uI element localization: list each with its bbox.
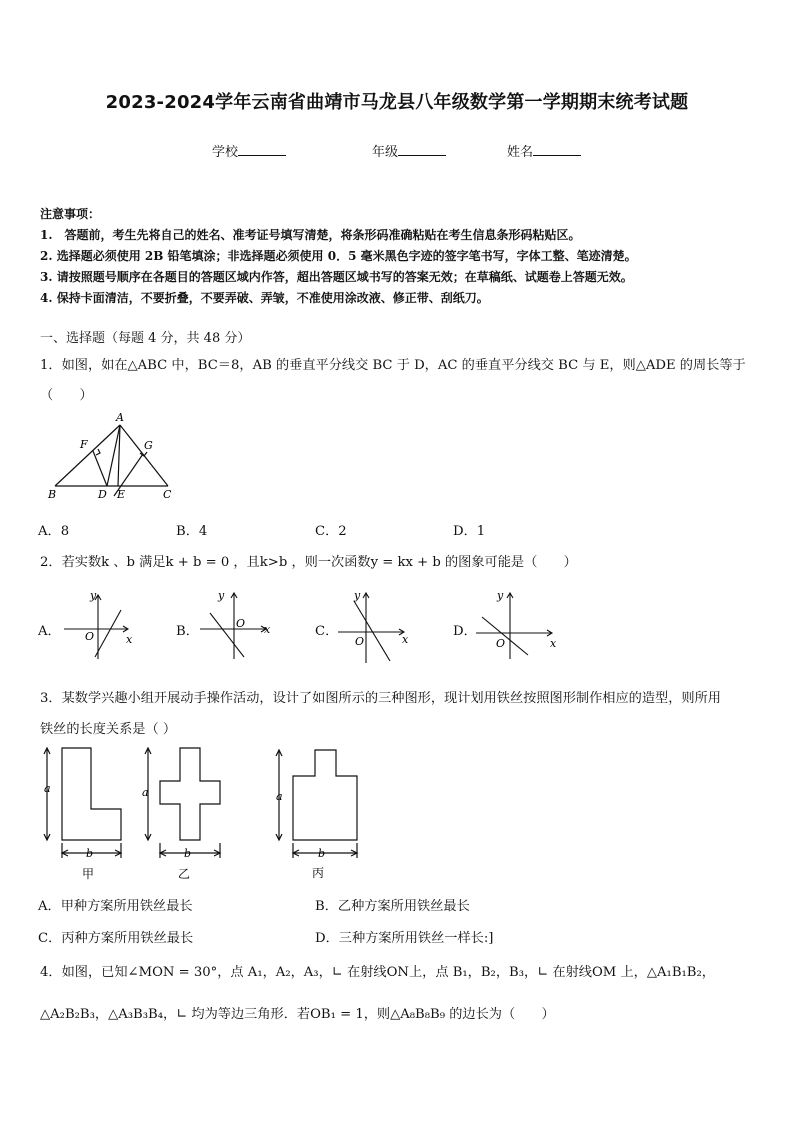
vertex-label-f: F xyxy=(80,438,88,451)
y-axis-label: y xyxy=(497,589,504,602)
origin-label: O xyxy=(236,617,246,630)
q3-option-d: D．三种方案所用铁丝一样长:] xyxy=(315,931,494,946)
q2-option-c: C． xyxy=(315,624,339,639)
dim-label-b: b xyxy=(86,847,94,860)
origin-label: O xyxy=(85,630,95,643)
notice-item: 3. 请按照题号顺序在各题目的答题区域内作答，超出答题区域书写的答案无效；在草稿纸、试题卷上答题无效。 xyxy=(40,270,633,284)
question-3-text-cont: 铁丝的长度关系是（ ） xyxy=(40,722,177,737)
shape-label-bing: 丙 xyxy=(312,866,325,880)
x-axis-label: x xyxy=(126,633,133,646)
origin-label: O xyxy=(496,637,506,650)
q1-option-b: B．4 xyxy=(176,524,208,539)
x-axis-label: x xyxy=(550,637,557,650)
grade-blank xyxy=(398,143,446,156)
vertex-label-e: E xyxy=(117,488,126,501)
y-axis-label: y xyxy=(90,589,97,602)
triangle-figure xyxy=(40,408,190,503)
vertex-label-a: A xyxy=(116,411,124,424)
name-label: 姓名 xyxy=(507,145,534,160)
school-label: 学校 xyxy=(212,145,239,160)
shape-label-jia: 甲 xyxy=(82,867,95,881)
x-axis-label: x xyxy=(264,623,271,636)
y-axis-label: y xyxy=(218,589,225,602)
grade-field xyxy=(372,141,446,160)
dim-label-a: a xyxy=(276,790,283,803)
q2-option-d: D． xyxy=(453,624,477,639)
vertex-label-c: C xyxy=(163,488,172,501)
notice-block xyxy=(40,204,637,309)
vertex-label-g: G xyxy=(144,439,153,452)
dim-label-a: a xyxy=(142,786,149,799)
q2-graph-a xyxy=(58,585,138,665)
wire-shapes-figure xyxy=(34,740,374,882)
q2-option-a: A． xyxy=(38,624,61,639)
notice-item: 2. 选择题必须使用 2B 铅笔填涂；非选择题必须使用 0．5 毫米黑色字迹的签字笔书写，字体工整、笔迹清楚。 xyxy=(40,249,637,263)
notice-item: 4. 保持卡面清洁，不要折叠，不要弄破、弄皱，不准使用涂改液、修正带、刮纸刀。 xyxy=(40,291,489,305)
dim-label-b: b xyxy=(184,847,192,860)
school-field xyxy=(212,141,286,160)
dim-label-b: b xyxy=(318,847,326,860)
q2-option-b: B． xyxy=(176,624,199,639)
notice-item: 1. 答题前，考生先将自己的姓名、准考证号填写清楚，将条形码准确粘贴在考生信息条形码粘贴区。 xyxy=(40,228,581,242)
question-3-text: 3．某数学兴趣小组开展动手操作活动，设计了如图所示的三种图形，现计划用铁丝按照图形制作相应的造型，则所用 xyxy=(40,691,721,706)
q1-option-d: D．1 xyxy=(453,524,486,539)
q1-option-c: C．2 xyxy=(315,524,347,539)
q1-option-a: A．8 xyxy=(38,524,70,539)
name-blank xyxy=(533,143,581,156)
name-field xyxy=(507,141,581,160)
shape-label-yi: 乙 xyxy=(178,867,191,881)
q3-option-b: B．乙种方案所用铁丝最长 xyxy=(315,899,470,914)
y-axis-label: y xyxy=(354,589,361,602)
section-heading: 一、选择题（每题 4 分，共 48 分） xyxy=(40,331,251,346)
school-blank xyxy=(238,143,286,156)
q2-graph-d xyxy=(472,585,562,665)
notice-heading: 注意事项： xyxy=(40,207,101,221)
vertex-label-b: B xyxy=(48,488,57,501)
q3-option-a: A．甲种方案所用铁丝最长 xyxy=(38,899,193,914)
q2-graph-c xyxy=(334,585,414,667)
question-2-text: 2．若实数k 、b 满足k + b = 0 ，且k>b ，则一次函数y = kx + b 的图象可能是（ ） xyxy=(40,555,577,570)
x-axis-label: x xyxy=(402,633,409,646)
question-1-text: 1．如图，如在△ABC 中，BC＝8，AB 的垂直平分线交 BC 于 D，AC 的垂直平分线交 BC 与 E，则△ADE 的周长等于 xyxy=(40,358,746,373)
q2-graph-b xyxy=(196,585,276,665)
vertex-label-d: D xyxy=(98,488,107,501)
origin-label: O xyxy=(355,635,365,648)
q3-option-c: C．丙种方案所用铁丝最长 xyxy=(38,931,194,946)
question-4-text: 4．如图，已知∠MON = 30°，点 A₁，A₂，A₃，∟ 在射线ON上，点 B₁，B₂，B₃，∟ 在射线OM 上，△A₁B₁B₂， xyxy=(40,965,715,980)
dim-label-a: a xyxy=(44,782,51,795)
grade-label: 年级 xyxy=(372,145,399,160)
question-4-text-cont: △A₂B₂B₃，△A₃B₃B₄，∟ 均为等边三角形．若OB₁ = 1，则△A₈B₈B₉ 的边长为（ ） xyxy=(40,1007,555,1022)
page-title: 2023-2024学年云南省曲靖市马龙县八年级数学第一学期期末统考试题 xyxy=(105,92,689,113)
question-1-blank: （ ） xyxy=(40,388,93,403)
